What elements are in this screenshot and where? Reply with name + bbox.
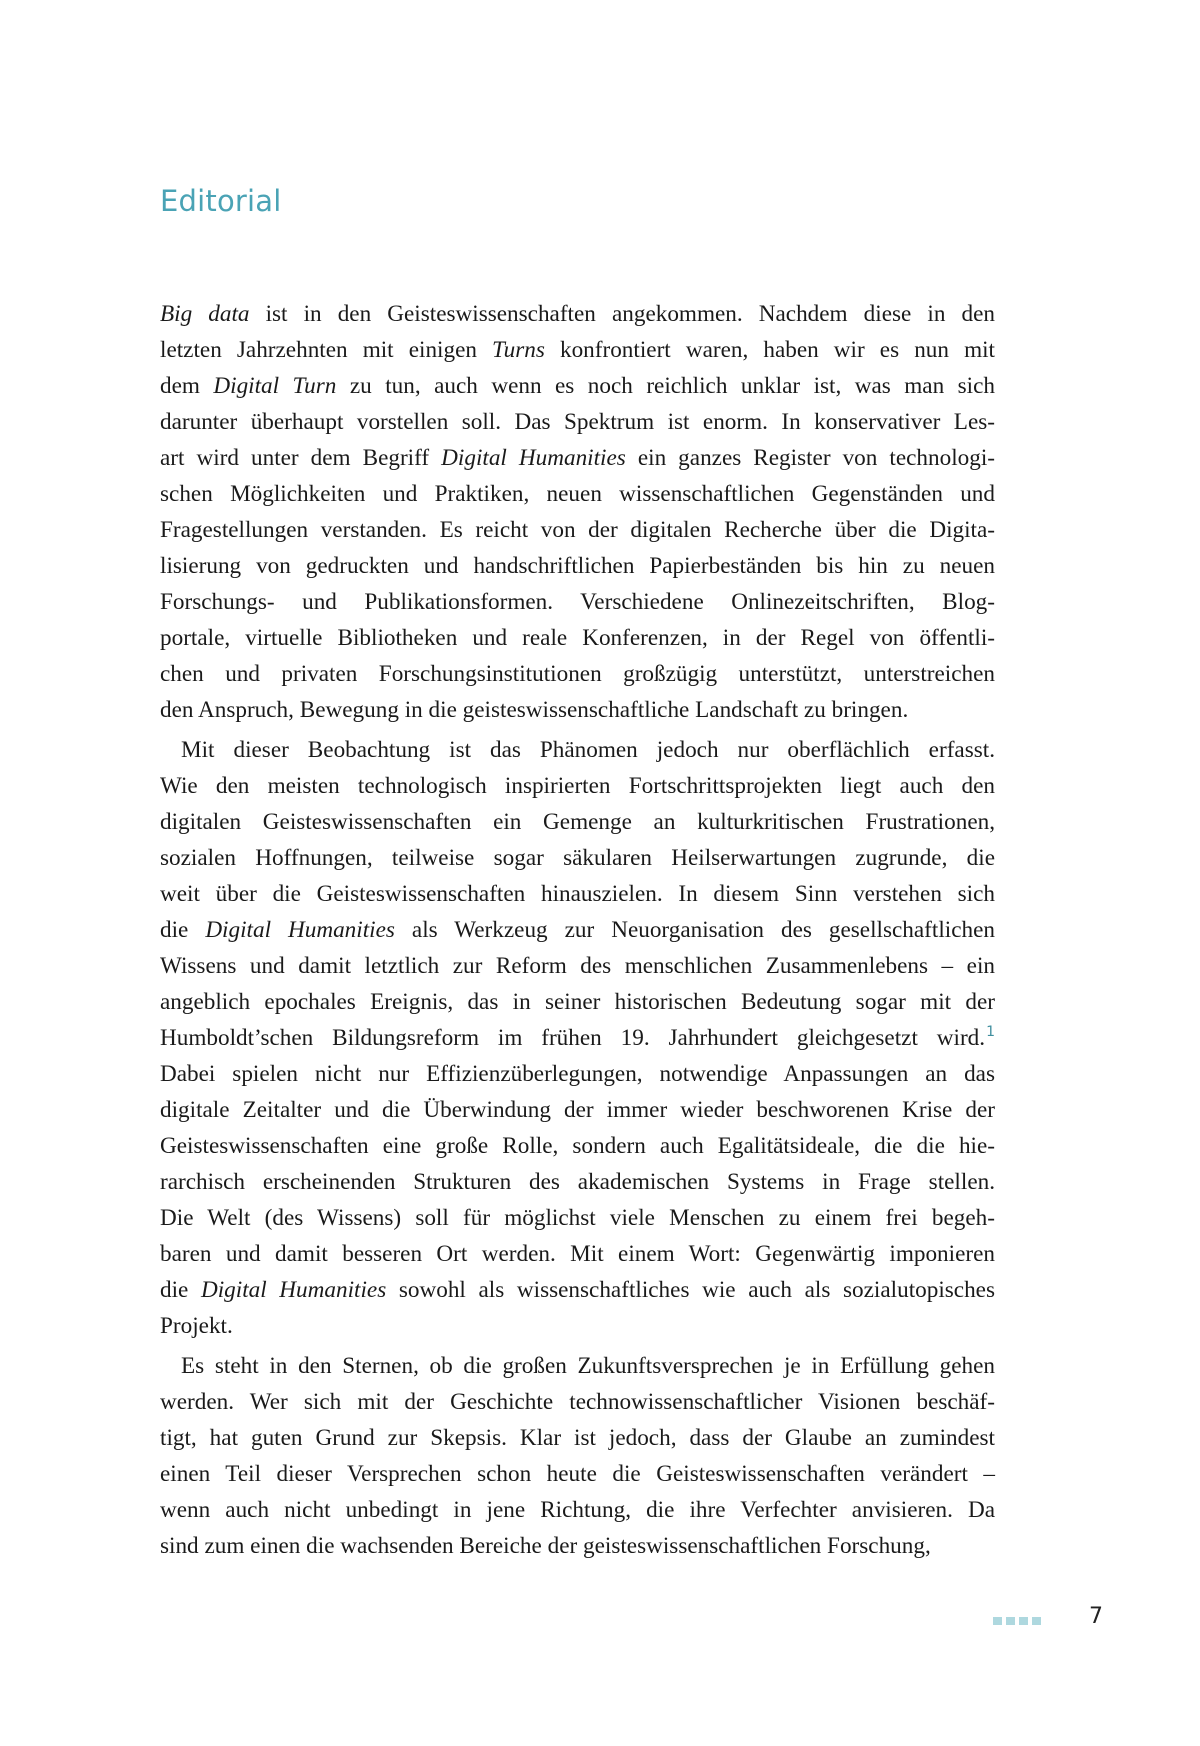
text-run: tigt, hat guten Grund zur Skepsis. Klar ist jedoch, dass der Glaube an zumindest (160, 1425, 995, 1451)
italic-term: Digital Turn (213, 373, 337, 399)
footer-marker-square (993, 1617, 1002, 1625)
text-line (160, 768, 995, 804)
text-run: letzten Jahrzehnten mit einigen (160, 337, 493, 363)
text-run: Forschungs- und Publikationsformen. Verschiedene Onlinezeitschriften, Blog- (160, 589, 995, 615)
body-text (160, 296, 995, 1564)
text-run: angeblich epochales Ereignis, das in seiner historischen Bedeutung sogar mit der (160, 989, 995, 1015)
text-run: Projekt. (160, 1313, 233, 1339)
text-line (160, 732, 995, 768)
text-run: ein ganzes Register von technologi- (625, 445, 995, 471)
italic-term: Digital Humanities (205, 917, 395, 943)
text-line (160, 584, 995, 620)
paragraph (160, 296, 995, 728)
text-run: rarchisch erscheinenden Strukturen des akademischen Systems in Frage stellen. (160, 1169, 995, 1195)
text-line (160, 440, 995, 476)
text-run: wenn auch nicht unbedingt in jene Richtung, die ihre Verfechter anvisieren. Da (160, 1497, 995, 1523)
text-run: portale, virtuelle Bibliotheken und reale Konferenzen, in der Regel von öffentli- (160, 625, 995, 651)
text-run: weit über die Geisteswissenschaften hinauszielen. In diesem Sinn verstehen sich (160, 881, 995, 907)
text-run: als Werkzeug zur Neuorganisation des gesellschaftlichen (394, 917, 996, 943)
text-run: digitale Zeitalter und die Überwindung der immer wieder beschworenen Krise der (160, 1097, 995, 1123)
italic-term: Digital Humanities (200, 1277, 387, 1303)
text-run: die (160, 917, 206, 943)
footer-marker-square (1032, 1617, 1041, 1625)
text-run: zu tun, auch wenn es noch reichlich unklar ist, was man sich (336, 373, 996, 399)
text-line (160, 984, 995, 1020)
text-run: ist in den Geisteswissenschaften angekommen. Nachdem diese in den (249, 301, 995, 327)
text-line (160, 948, 995, 984)
text-line (160, 1528, 995, 1564)
text-run: art wird unter dem Begriff (160, 445, 442, 471)
text-line (160, 548, 995, 584)
text-run: Mit dieser Beobachtung ist das Phänomen jedoch nur oberflächlich erfasst. (181, 737, 995, 763)
text-line (160, 1056, 995, 1092)
text-line (160, 656, 995, 692)
text-line (160, 1456, 995, 1492)
text-run: sozialen Hoffnungen, teilweise sogar säkularen Heilserwartungen zugrunde, die (160, 845, 995, 871)
text-run: sind zum einen die wachsenden Bereiche der geisteswissenschaftlichen Forschung, (160, 1533, 931, 1559)
text-run: Geisteswissenschaften eine große Rolle, sondern auch Egalitätsideale, die die hie- (160, 1133, 995, 1159)
text-line (160, 296, 995, 332)
page-number: 7 (1089, 1604, 1103, 1629)
text-line (160, 1236, 995, 1272)
footer-marker (993, 1617, 1041, 1625)
text-line (160, 912, 995, 948)
text-line (160, 476, 995, 512)
text-line (160, 1092, 995, 1128)
text-line (160, 368, 995, 404)
text-run: Die Welt (des Wissens) soll für möglichst viele Menschen zu einem frei begeh- (160, 1205, 995, 1231)
text-line (160, 1348, 995, 1384)
text-run: baren und damit besseren Ort werden. Mit einem Wort: Gegenwärtig imponieren (160, 1241, 995, 1267)
text-line (160, 1492, 995, 1528)
footnote-reference[interactable]: 1 (986, 1024, 995, 1040)
text-run: Humboldt’schen Bildungsreform im frühen 19. Jahrhundert gleichgesetzt wird. (160, 1025, 986, 1051)
text-line (160, 1200, 995, 1236)
section-heading: Editorial (160, 184, 282, 218)
text-run: chen und privaten Forschungsinstitutionen großzügig unterstützt, unterstreichen (160, 661, 995, 687)
text-run: digitalen Geisteswissenschaften ein Gemenge an kulturkritischen Frustrationen, (160, 809, 995, 835)
text-run: Dabei spielen nicht nur Effizienzüberlegungen, notwendige Anpassungen an das (160, 1061, 995, 1087)
footer-marker-square (1019, 1617, 1028, 1625)
text-run: werden. Wer sich mit der Geschichte technowissenschaftlicher Visionen beschäf- (160, 1389, 995, 1415)
text-run: einen Teil dieser Versprechen schon heute die Geisteswissenschaften verändert – (160, 1461, 995, 1487)
text-run: sowohl als wissenschaftliches wie auch als sozialutopisches (386, 1277, 995, 1303)
footer-marker-square (1006, 1617, 1015, 1625)
paragraph (160, 732, 995, 1344)
italic-term: Big data (160, 301, 250, 327)
text-run: den Anspruch, Bewegung in die geisteswissenschaftliche Landschaft zu bringen. (160, 697, 909, 723)
text-line (160, 1420, 995, 1456)
text-line (160, 804, 995, 840)
text-line (160, 692, 995, 728)
text-run: die (160, 1277, 201, 1303)
text-line (160, 620, 995, 656)
text-line (160, 332, 995, 368)
text-line (160, 840, 995, 876)
text-run: lisierung von gedruckten und handschriftlichen Papierbeständen bis hin zu neuen (160, 553, 995, 579)
italic-term: Digital Humanities (441, 445, 626, 471)
italic-term: Turns (492, 337, 545, 363)
text-line (160, 1272, 995, 1308)
text-line (160, 1020, 995, 1056)
text-line (160, 1384, 995, 1420)
text-line (160, 876, 995, 912)
text-run: Wie den meisten technologisch inspirierten Fortschrittsprojekten liegt auch den (160, 773, 995, 799)
text-run: schen Möglichkeiten und Praktiken, neuen wissenschaftlichen Gegenständen und (160, 481, 995, 507)
text-line (160, 404, 995, 440)
text-run: darunter überhaupt vorstellen soll. Das Spektrum ist enorm. In konservativer Les- (160, 409, 995, 435)
text-line (160, 512, 995, 548)
text-line (160, 1128, 995, 1164)
text-run: Wissens und damit letztlich zur Reform des menschlichen Zusammenlebens – ein (160, 953, 995, 979)
text-run: konfrontiert waren, haben wir es nun mit (544, 337, 995, 363)
text-line (160, 1308, 995, 1344)
text-run: Es steht in den Sternen, ob die großen Zukunftsversprechen je in Erfüllung gehen (181, 1353, 995, 1379)
paragraph (160, 1348, 995, 1564)
text-line (160, 1164, 995, 1200)
text-run: Fragestellungen verstanden. Es reicht von der digitalen Recherche über die Digita- (160, 517, 995, 543)
text-run: dem (160, 373, 214, 399)
